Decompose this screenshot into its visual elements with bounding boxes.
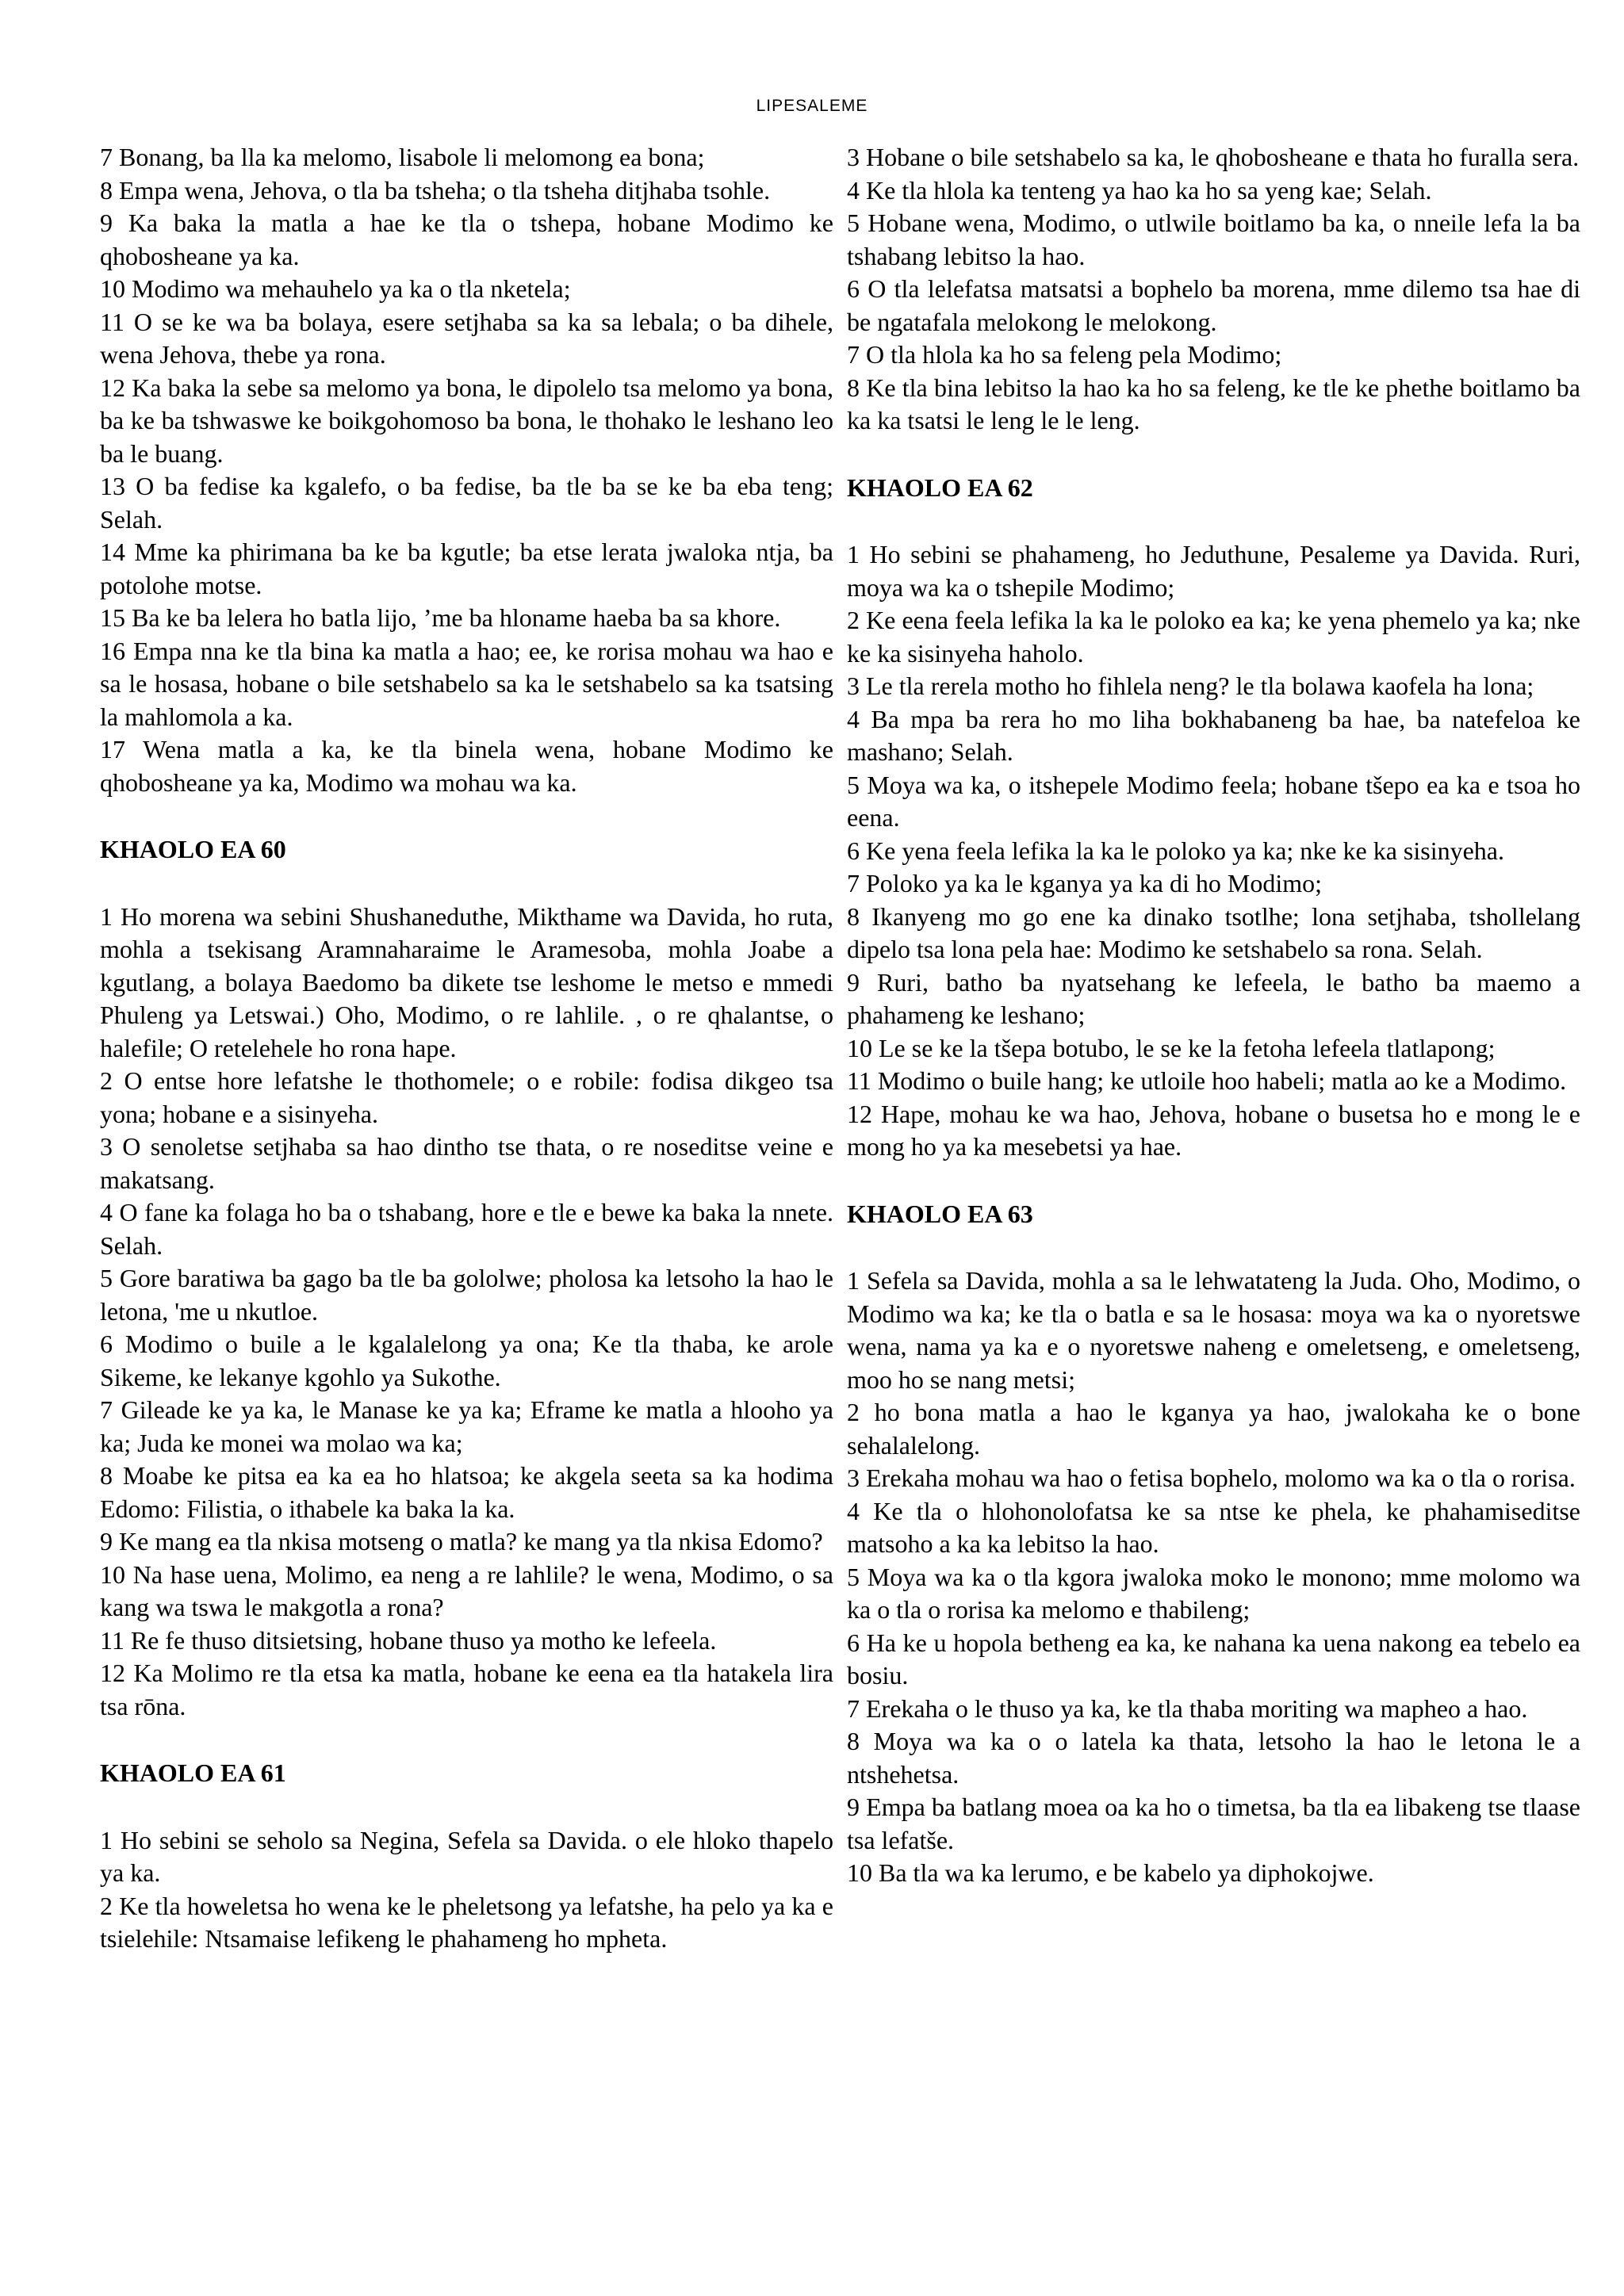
running-head: LIPESALEME — [756, 97, 868, 115]
verse: 3 Hobane o bile setshabelo sa ka, le qhobosheane e thata ho furalla sera. — [847, 143, 1580, 171]
right-column — [847, 141, 1580, 1890]
chapter-60-verses — [100, 901, 833, 1724]
chapter-heading: KHAOLO EA 60 — [100, 835, 286, 863]
verse: 8 Ke tla bina lebitso la hao ka ho sa feleng, ke tle ke phethe boitlamo ba ka ka tsatsi le leng le le leng. — [847, 373, 1580, 434]
verse: 12 Ka baka la sebe sa melomo ya bona, le dipolelo tsa melomo ya bona, ba ke ba tshwaswe ke boikgohomoso ba bona, le thohako le leshano leo ba le buang. — [100, 373, 833, 468]
verse: 6 Ke yena feela lefika la ka le poloko ya ka; nke ke ka sisinyeha. — [847, 836, 1504, 865]
chapter-heading: KHAOLO EA 62 — [847, 473, 1033, 502]
verse: 1 Ho sebini se phahameng, ho Jeduthune, Pesaleme ya Davida. Ruri, moya wa ka o tshepile Modimo; — [847, 540, 1580, 602]
verse: 1 Ho morena wa sebini Shushaneduthe, Mikthame wa Davida, ho ruta, mohla a tsekisang Aramnaharaime le Aramesoba, mohla Joabe a kgutlang, a bolaya Baedomo ba dikete tse leshome le metso e mmedi Phuleng ya Letswai.) Oho, Modimo, o re lahlile. , o re qhalantse, o halefile; O retelehele ho rona hape. — [100, 901, 833, 1062]
verse: 1 Sefela sa Davida, mohla a sa le lehwatateng la Juda. Oho, Modimo, o Modimo wa ka; ke tla o batla e sa le hosasa: moya wa ka o nyoretswe wena, nama ya ka e o nyoretswe naheng e omeletseng, e omeletseng, moo ho se nang metsi; — [847, 1266, 1580, 1394]
verse: 10 Na hase uena, Molimo, ea neng a re lahlile? le wena, Modimo, o sa kang wa tswa le makgotla a rona? — [100, 1559, 833, 1621]
verse: 9 Ka baka la matla a hae ke tla o tshepa, hobane Modimo ke qhobosheane ya ka. — [100, 209, 833, 270]
verse: 17 Wena matla a ka, ke tla binela wena, hobane Modimo ke qhobosheane ya ka, Modimo wa mohau wa ka. — [100, 735, 833, 797]
verse: 7 Bonang, ba lla ka melomo, lisabole li melomong ea bona; — [100, 143, 705, 171]
verse: 8 Moabe ke pitsa ea ka ea ho hlatsoa; ke akgela seeta sa ka hodima Edomo: Filistia, o ithabele ka baka la ka. — [100, 1461, 833, 1523]
verse: 10 Modimo wa mehauhelo ya ka o tla nketela; — [100, 274, 571, 303]
chapter-heading: KHAOLO EA 63 — [847, 1199, 1033, 1228]
chapter-62-verses — [847, 538, 1580, 1164]
verse: 5 Moya wa ka, o itshepele Modimo feela; hobane tšepo ea ka e tsoa ho eena. — [847, 770, 1580, 832]
verse: 9 Empa ba batlang moea oa ka ho o timetsa, ba tla ea libakeng tse tlaase tsa lefatše. — [847, 1793, 1580, 1854]
verse: 1 Ho sebini se seholo sa Negina, Sefela sa Davida. o ele hloko thapelo ya ka. — [100, 1825, 833, 1887]
verse: 3 Erekaha mohau wa hao o fetisa bophelo, molomo wa ka o tla o rorisa. — [847, 1464, 1576, 1492]
verse: 4 Ba mpa ba rera ho mo liha bokhabaneng ba hae, ba natefeloa ke mashano; Selah. — [847, 704, 1580, 766]
chapter-61-verses — [100, 1824, 833, 1956]
verse: 11 Modimo o buile hang; ke utloile hoo habeli; matla ao ke a Modimo. — [847, 1066, 1567, 1095]
verse: 9 Ruri, batho ba nyatsehang ke lefeela, le batho ba maemo a phahameng ke leshano; — [847, 967, 1580, 1029]
verse: 5 Gore baratiwa ba gago ba tle ba gololwe; pholosa ka letsoho la hao le letona, 'me u nkutloe. — [100, 1264, 833, 1326]
left-intro-verses — [100, 141, 833, 799]
verse: 12 Ka Molimo re tla etsa ka matla, hobane ke eena ea tla hatakela lira tsa rōna. — [100, 1659, 833, 1720]
verse: 10 Ba tla wa ka lerumo, e be kabelo ya diphokojwe. — [847, 1858, 1374, 1887]
verse: 7 Erekaha o le thuso ya ka, ke tla thaba moriting wa mapheo a hao. — [847, 1693, 1528, 1723]
verse: 5 Moya wa ka o tla kgora jwaloka moko le monono; mme molomo wa ka o tla o rorisa ka melomo e thabileng; — [847, 1562, 1580, 1624]
verse: 3 O senoletse setjhaba sa hao dintho tse thata, o re noseditse veine e makatsang. — [100, 1132, 833, 1194]
verse: 5 Hobane wena, Modimo, o utlwile boitlamo ba ka, o nneile lefa la ba tshabang lebitso la hao. — [847, 209, 1580, 270]
verse: 6 Modimo o buile a le kgalalelong ya ona; Ke tla thaba, ke arole Sikeme, ke lekanye kgohlo ya Sukothe. — [100, 1330, 833, 1391]
verse: 8 Moya wa ka o o latela ka thata, letsoho la hao le letona le a ntshehetsa. — [847, 1727, 1580, 1789]
verse: 2 ho bona matla a hao le kganya ya hao, jwalokaha ke o bone sehalalelong. — [847, 1398, 1580, 1460]
verse: 16 Empa nna ke tla bina ka matla a hao; ee, ke rorisa mohau wa hao e sa le hosasa, hobane o bile setshabelo sa ka le setshabelo sa ka tsatsing la mahlomola a ka. — [100, 636, 833, 731]
verse: 11 Re fe thuso ditsietsing, hobane thuso ya motho ke lefeela. — [100, 1625, 717, 1655]
verse: 2 Ke eena feela lefika la ka le poloko ea ka; ke yena phemelo ya ka; nke ke ka sisinyeha haholo. — [847, 606, 1580, 668]
verse: 6 O tla lelefatsa matsatsi a bophelo ba morena, mme dilemo tsa hae di be ngatafala melokong le melokong. — [847, 274, 1580, 336]
verse: 7 Gileade ke ya ka, le Manase ke ya ka; Eframe ke matla a hlooho ya ka; Juda ke monei wa molao wa ka; — [100, 1395, 833, 1457]
verse: 10 Le se ke la tšepa botubo, le se ke la fetoha lefeela tlatlapong; — [847, 1033, 1496, 1062]
verse: 4 Ke tla hlola ka tenteng ya hao ka ho sa yeng kae; Selah. — [847, 175, 1432, 205]
verse: 13 O ba fedise ka kgalefo, o ba fedise, ba tle ba se ke ba eba teng; Selah. — [100, 472, 833, 534]
verse: 3 Le tla rerela motho ho fihlela neng? le tla bolawa kaofela ha lona; — [847, 672, 1534, 700]
verse: 7 Poloko ya ka le kganya ya ka di ho Modimo; — [847, 869, 1323, 897]
verse: 14 Mme ka phirimana ba ke ba kgutle; ba etse lerata jwaloka ntja, ba potolohe motse. — [100, 538, 833, 599]
verse: 6 Ha ke u hopola betheng ea ka, ke nahana ka uena nakong ea tebelo ea bosiu. — [847, 1628, 1580, 1689]
chapter-63-verses — [847, 1265, 1580, 1890]
verse: 8 Ikanyeng mo go ene ka dinako tsotlhe; lona setjhaba, tshollelang dipelo tsa lona pela hae: Modimo ke setshabelo sa rona. Selah. — [847, 901, 1580, 963]
right-intro-verses — [847, 141, 1580, 438]
verse: 15 Ba ke ba lelera ho batla lijo, ’me ba hloname haeba ba sa khore. — [100, 603, 781, 632]
chapter-heading: KHAOLO EA 61 — [100, 1758, 286, 1787]
verse: 2 Ke tla howeletsa ho wena ke le pheletsong ya lefatshe, ha pelo ya ka e tsielehile: Ntsamaise lefikeng le phahameng ho mpheta. — [100, 1891, 833, 1953]
left-column — [100, 141, 833, 1956]
verse: 12 Hape, mohau ke wa hao, Jehova, hobane o busetsa ho e mong le e mong ho ya ka mesebetsi ya hae. — [847, 1099, 1580, 1161]
verse: 8 Empa wena, Jehova, o tla ba tsheha; o tla tsheha ditjhaba tsohle. — [100, 175, 771, 205]
verse: 2 O entse hore lefatshe le thothomele; o e robile: fodisa dikgeo tsa yona; hobane e a sisinyeha. — [100, 1066, 833, 1128]
verse: 9 Ke mang ea tla nkisa motseng o matla? ke mang ya tla nkisa Edomo? — [100, 1527, 823, 1556]
verse: 4 Ke tla o hlohonolofatsa ke sa ntse ke phela, ke phahamiseditse matsoho a ka ka lebitso la hao. — [847, 1496, 1580, 1558]
verse: 11 O se ke wa ba bolaya, esere setjhaba sa ka sa lebala; o ba dihele, wena Jehova, thebe ya rona. — [100, 307, 833, 369]
verse: 4 O fane ka folaga ho ba o tshabang, hore e tle e bewe ka baka la nnete. Selah. — [100, 1198, 833, 1260]
verse: 7 O tla hlola ka ho sa feleng pela Modimo; — [847, 340, 1282, 369]
